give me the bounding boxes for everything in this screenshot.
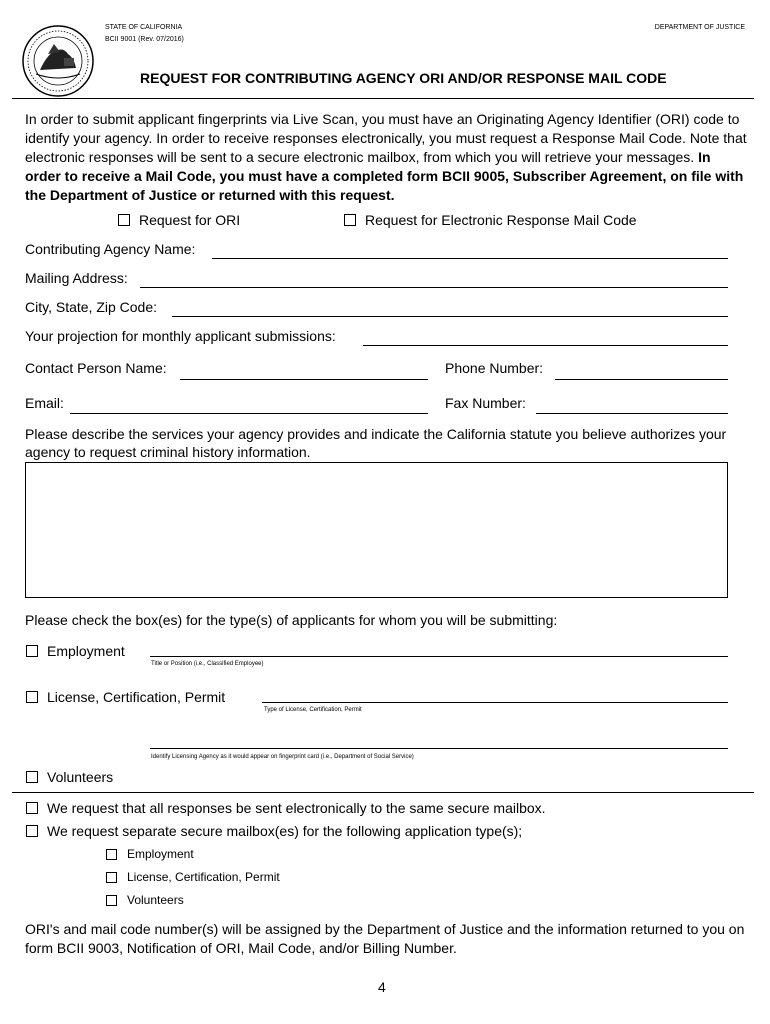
phone-label: Phone Number: [445,360,544,376]
email-label: Email: [25,395,64,411]
title-divider [12,98,754,99]
same-mailbox-checkbox[interactable] [26,802,38,814]
state-label: STATE OF CALIFORNIA [105,24,183,31]
separate-mailbox-label: We request separate secure mailbox(es) for the following application type(s); [47,823,523,839]
license-checkbox[interactable] [26,691,38,703]
license-hint: Type of License, Certification, Permit [264,707,362,713]
same-mailbox-label: We request that all responses be sent electronically to the same secure mailbox. [47,800,546,816]
licensing-agency-hint: Identify Licensing Agency as it would appear on fingerprint card (i.e., Department of Social Service) [151,754,414,760]
projection-label: Your projection for monthly applicant submissions: [25,328,336,344]
form-id: BCII 9001 (Rev. 07/2016) [105,36,184,43]
fax-field[interactable] [536,413,728,414]
volunteers-label: Volunteers [47,769,114,785]
contact-person-label: Contact Person Name: [25,360,167,376]
intro-normal: In order to submit applicant fingerprints via Live Scan, you must have an Originating Agency Identifier (ORI) code to identify your agency. In order to receive responses electronically, you must request a Response Mail Code. Note that electronic responses will be sent to a secure electronic mailbox, from which you will retrieve your messages. [25,111,747,165]
sub-license-checkbox[interactable] [106,872,117,883]
licensing-agency-field[interactable] [150,748,728,749]
mailing-address-label: Mailing Address: [25,270,128,286]
contact-person-field[interactable] [180,379,428,380]
agency-name-label: Contributing Agency Name: [25,241,196,257]
request-ori-checkbox[interactable] [118,214,130,226]
city-state-zip-label: City, State, Zip Code: [25,299,158,315]
sub-employment-label: Employment [127,847,194,861]
section-divider [12,792,754,793]
intro-paragraph [25,110,750,205]
page-title: REQUEST FOR CONTRIBUTING AGENCY ORI AND/OR RESPONSE MAIL CODE [140,70,667,86]
request-ori-label: Request for ORI [139,212,241,228]
license-label: License, Certification, Permit [47,689,226,705]
footer-text: ORI's and mail code number(s) will be assigned by the Department of Justice and the information returned to you on form BCII 9003, Notification of ORI, Mail Code, and/or Billing Number. [25,921,745,956]
agency-name-field[interactable] [212,258,728,259]
applicant-types-prompt: Please check the box(es) for the type(s) of applicants for whom you will be submitting: [25,612,558,628]
volunteers-checkbox[interactable] [26,771,38,783]
california-seal-icon [18,24,98,98]
separate-mailbox-checkbox[interactable] [26,825,38,837]
fax-label: Fax Number: [445,395,526,411]
phone-field[interactable] [555,379,728,380]
sub-license-label: License, Certification, Permit [127,870,280,884]
city-state-zip-field[interactable] [172,316,728,317]
employment-hint: Title or Position (i.e., Classified Employee) [151,661,264,667]
page-number: 4 [378,979,386,995]
sub-volunteers-label: Volunteers [127,893,184,907]
intro-bold: In order to receive a Mail Code, you must have a completed form BCII 9005, Subscriber Agreement, on file with the Department of Justice or returned with this request. [25,149,744,203]
department-label: DEPARTMENT OF JUSTICE [654,24,745,31]
projection-field[interactable] [363,345,728,346]
request-mail-code-checkbox[interactable] [344,214,356,226]
sub-volunteers-checkbox[interactable] [106,895,117,906]
employment-checkbox[interactable] [26,645,38,657]
services-prompt: Please describe the services your agency provides and indicate the California statute you believe authorizes your agency to request criminal history information. [25,426,727,460]
services-textarea[interactable] [25,462,728,598]
license-type-field[interactable] [262,702,728,703]
email-field[interactable] [70,413,428,414]
employment-label: Employment [47,643,125,659]
sub-employment-checkbox[interactable] [106,849,117,860]
employment-title-field[interactable] [150,656,728,657]
mailing-address-field[interactable] [140,287,728,288]
request-mail-code-label: Request for Electronic Response Mail Code [365,212,637,228]
